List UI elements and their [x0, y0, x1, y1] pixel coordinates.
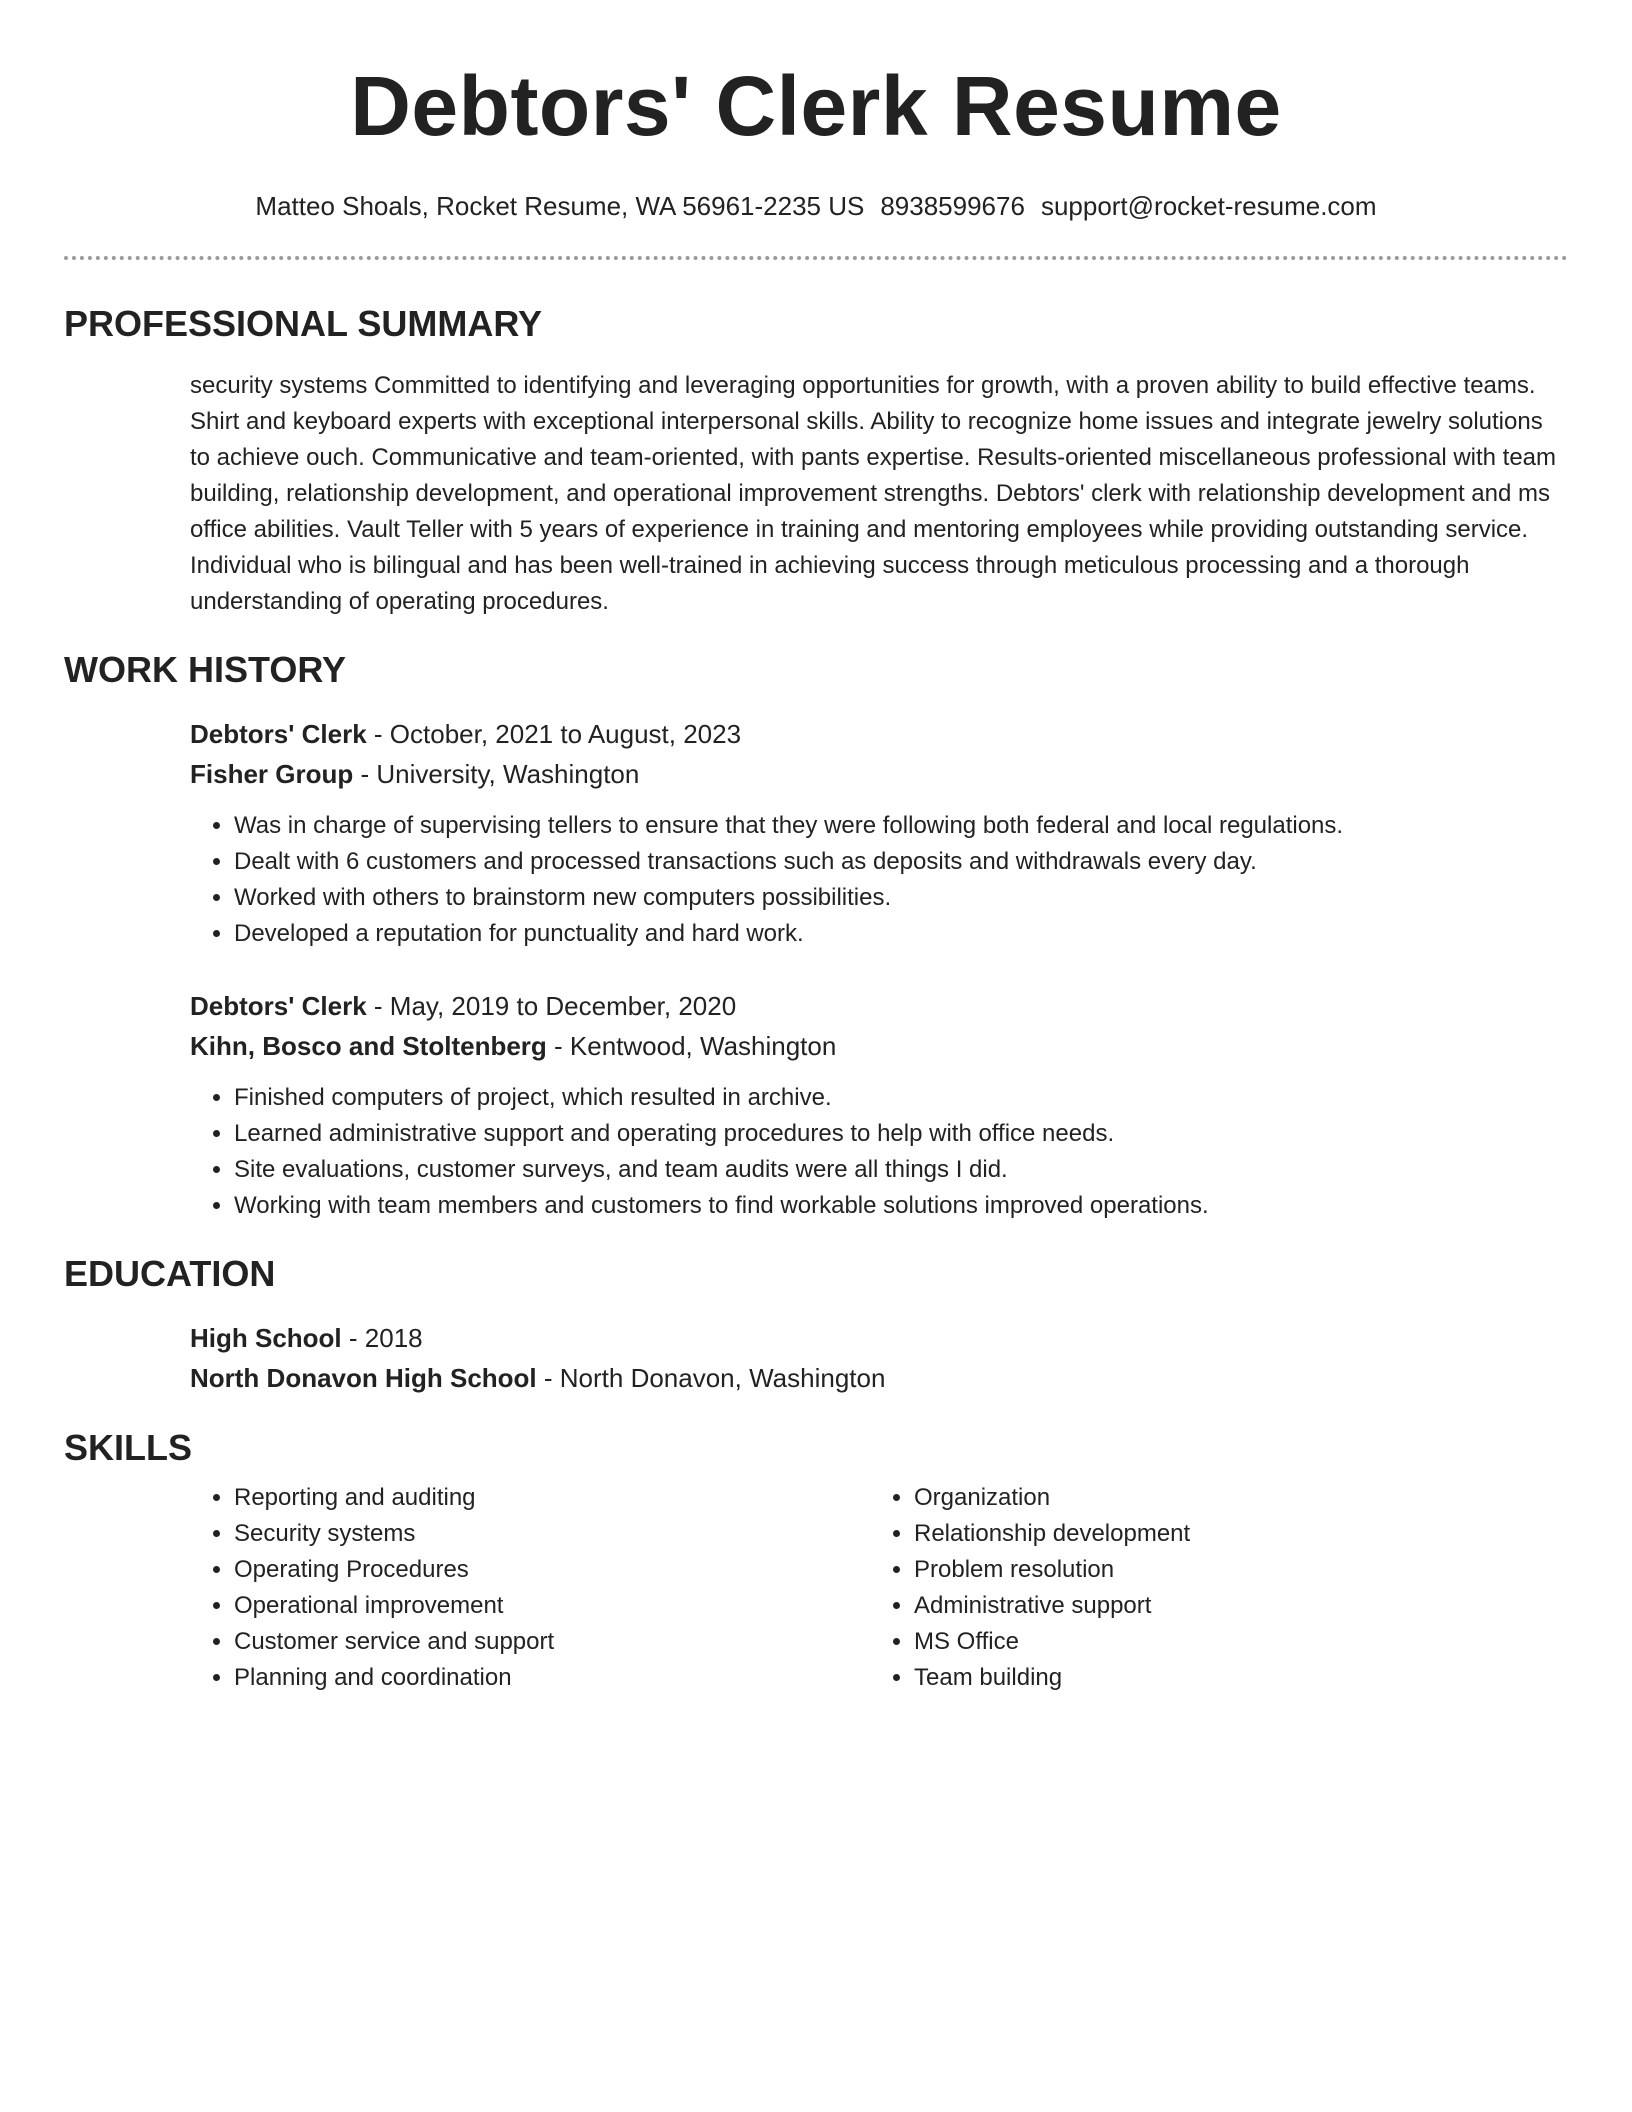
- education-school: North Donavon High School: [190, 1363, 537, 1393]
- list-item: • Site evaluations, customer surveys, and team audits were all things I did.: [234, 1152, 1568, 1188]
- work-history-body: [190, 714, 1568, 1224]
- job-location: - University, Washington: [353, 759, 640, 789]
- skill-item: • MS Office: [914, 1624, 1550, 1660]
- job-title: Debtors' Clerk: [190, 991, 367, 1021]
- education-degree-line: [190, 1318, 1568, 1358]
- skill-item: • Team building: [914, 1660, 1550, 1696]
- job-entry: [190, 714, 1568, 952]
- education-location: - North Donavon, Washington: [536, 1363, 886, 1393]
- job-bullets: [190, 1080, 1568, 1224]
- job-title-line: [190, 714, 1568, 754]
- work-history-section: [64, 648, 1568, 1224]
- skill-item: • Customer service and support: [234, 1624, 870, 1660]
- job-dates: - May, 2019 to December, 2020: [366, 991, 737, 1021]
- skill-item: • Reporting and auditing: [234, 1480, 870, 1516]
- resume-header: [64, 0, 1568, 222]
- list-item: • Worked with others to brainstorm new computers possibilities.: [234, 880, 1568, 916]
- skill-item: • Relationship development: [914, 1516, 1550, 1552]
- education-heading: EDUCATION: [64, 1253, 276, 1294]
- list-item: • Working with team members and customers to find workable solutions improved operations.: [234, 1188, 1568, 1224]
- job-company: Kihn, Bosco and Stoltenberg: [190, 1031, 547, 1061]
- contact-phone: 8938599676: [880, 191, 1025, 221]
- education-body: [190, 1318, 1568, 1398]
- skill-item: • Operational improvement: [234, 1588, 870, 1624]
- skills-list-right: [870, 1480, 1550, 1696]
- skills-list-left: [190, 1480, 870, 1696]
- page-title: Debtors' Clerk Resume: [350, 59, 1282, 153]
- contact-line: [64, 190, 1568, 222]
- education-degree: High School: [190, 1323, 342, 1353]
- job-entry: [190, 986, 1568, 1224]
- education-school-line: [190, 1358, 1568, 1398]
- work-history-heading: WORK HISTORY: [64, 649, 347, 690]
- job-bullets: [190, 808, 1568, 952]
- contact-email: support@rocket-resume.com: [1040, 191, 1377, 221]
- list-item: • Finished computers of project, which resulted in archive.: [234, 1080, 1568, 1116]
- job-title-line: [190, 986, 1568, 1026]
- header-divider: [64, 256, 1568, 260]
- summary-body: [190, 368, 1568, 620]
- skill-item: • Problem resolution: [914, 1552, 1550, 1588]
- skills-section: [64, 1426, 1568, 1696]
- summary-section: [64, 302, 1568, 620]
- skill-item: • Administrative support: [914, 1588, 1550, 1624]
- list-item: • Was in charge of supervising tellers to ensure that they were following both federal and local regulations.: [234, 808, 1568, 844]
- summary-text: security systems Committed to identifying and leveraging opportunities for growth, with a proven ability to build effective teams. Shirt and keyboard experts with exceptional interpersonal skills. Ability to recognize home issues and integrate jewelry solutions to achieve ouch. Communicative and team-oriented, with pants expertise. Results-oriented miscellaneous professional with team building, relationship development, and operational improvement strengths. Debtors' clerk with relationship development and ms office abilities. Vault Teller with 5 years of experience in training and mentoring employees while providing outstanding service. Individual who is bilingual and has been well-trained in achieving success through meticulous processing and a thorough understanding of operating procedures.: [190, 372, 1557, 615]
- education-year: - 2018: [341, 1323, 423, 1353]
- job-company-line: [190, 754, 1568, 794]
- skills-heading: SKILLS: [64, 1427, 193, 1468]
- education-section: [64, 1252, 1568, 1398]
- job-company-line: [190, 1026, 1568, 1066]
- job-location: - Kentwood, Washington: [546, 1031, 837, 1061]
- skills-column-right: [870, 1480, 1550, 1696]
- job-title: Debtors' Clerk: [190, 719, 367, 749]
- job-dates: - October, 2021 to August, 2023: [366, 719, 742, 749]
- list-item: • Learned administrative support and operating procedures to help with office needs.: [234, 1116, 1568, 1152]
- job-company: Fisher Group: [190, 759, 354, 789]
- contact-address: Matteo Shoals, Rocket Resume, WA 56961-2235 US: [255, 191, 865, 221]
- skill-item: • Security systems: [234, 1516, 870, 1552]
- list-item: • Dealt with 6 customers and processed transactions such as deposits and withdrawals every day.: [234, 844, 1568, 880]
- list-item: • Developed a reputation for punctuality and hard work.: [234, 916, 1568, 952]
- summary-heading: PROFESSIONAL SUMMARY: [64, 303, 543, 344]
- skill-item: • Organization: [914, 1480, 1550, 1516]
- skill-item: • Planning and coordination: [234, 1660, 870, 1696]
- skills-column-left: [190, 1480, 870, 1696]
- skills-grid: [190, 1480, 1568, 1696]
- skill-item: • Operating Procedures: [234, 1552, 870, 1588]
